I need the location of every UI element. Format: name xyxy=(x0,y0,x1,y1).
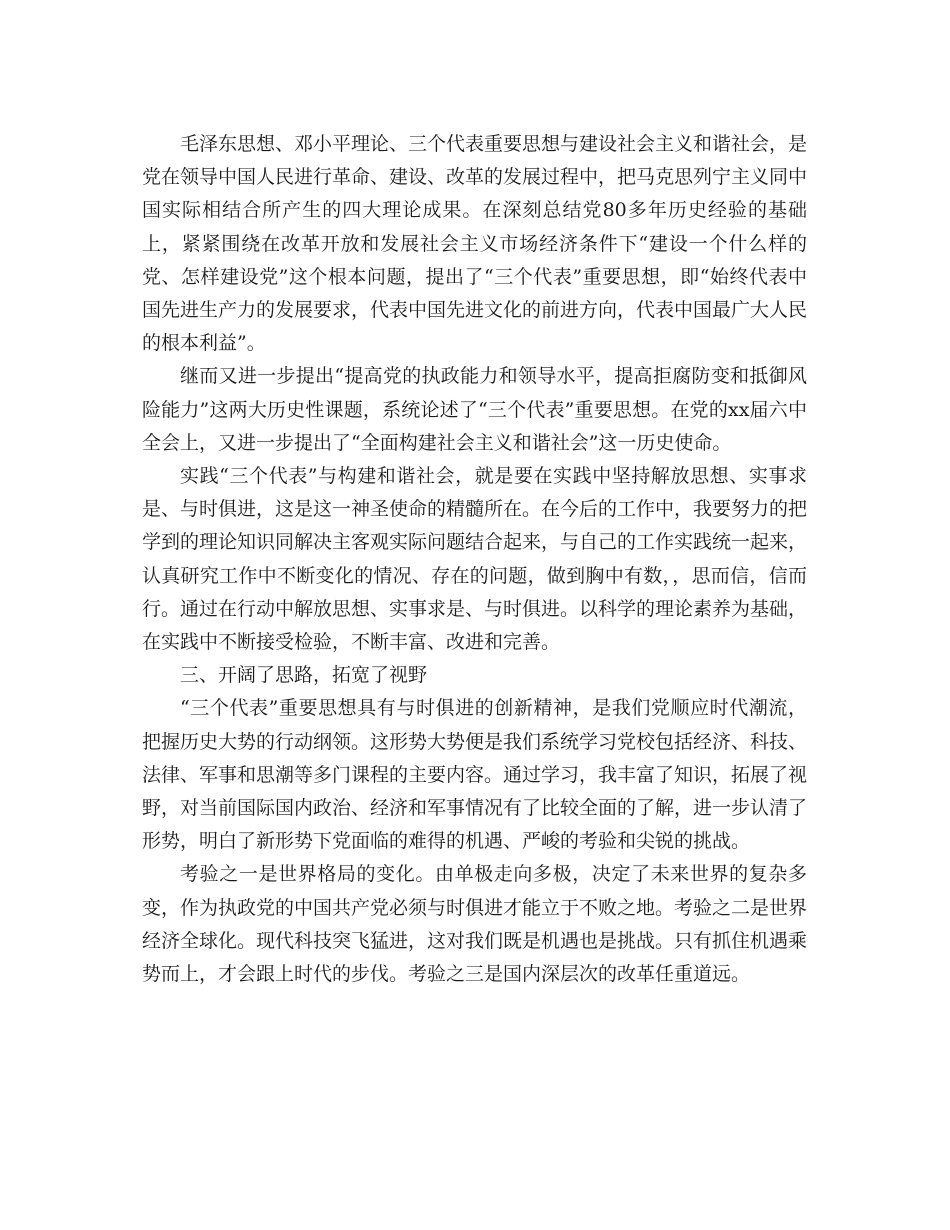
section-heading: 三、开阔了思路，拓宽了视野 xyxy=(180,664,428,687)
paragraph-2: 继而又进一步提出“提高党的执政能力和领导水平，提高拒腐防变和抵御风险能力”这两大历史性课题，系统论述了“三个代表”重要思想。在党的xx届六中全会上，又进一步提出了“全面构建社会主义和谐社会”这一历史使命。 xyxy=(142,365,807,454)
paragraph-3: 实践“三个代表”与构建和谐社会，就是要在实践中坚持解放思想、实事求是、与时俱进，这是这一神圣使命的精髓所在。在今后的工作中，我要努力的把学到的理论知识同解决主客观实际问题结合起来，与自己的工作实践统一起来，认真研究工作中不断变化的情况、存在的问题，做到胸中有数，，思而信，信而行。通过在行动中解放思想、实事求是、与时俱进。以科学的理论素养为基础，在实践中不断接受检验，不断丰富、改进和完善。 xyxy=(142,465,808,654)
document-body xyxy=(142,128,807,991)
paragraph-4: “三个代表”重要思想具有与时俱进的创新精神，是我们党顺应时代潮流，把握历史大势的行动纲领。这形势大势便是我们系统学习党校包括经济、科技、法律、军事和思潮等多门课程的主要内容。通过学习，我丰富了知识，拓展了视野，对当前国际国内政治、经济和军事情况有了比较全面的了解，进一步认清了形势，明白了新形势下党面临的难得的机遇、严峻的考验和尖锐的挑战。 xyxy=(142,697,808,853)
paragraph-5: 考验之一是世界格局的变化。由单极走向多极，决定了未来世界的复杂多变，作为执政党的中国共产党必须与时俱进才能立于不败之地。考验之二是世界经济全球化。现代科技突飞猛进，这对我们既是机遇也是挑战。只有抓住机遇乘势而上，才会跟上时代的步伐。考验之三是国内深层次的改革任重道远。 xyxy=(142,863,808,986)
paragraph-1: 毛泽东思想、邓小平理论、三个代表重要思想与建设社会主义和谐社会，是党在领导中国人民进行革命、建设、改革的发展过程中，把马克思列宁主义同中国实际相结合所产生的四大理论成果。在深刻总结党80多年历史经验的基础上，紧紧围绕在改革开放和发展社会主义市场经济条件下“建设一个什么样的党、怎样建设党”这个根本问题，提出了“三个代表”重要思想，即“始终代表中国先进生产力的发展要求，代表中国先进文化的前进方向，代表中国最广大人民的根本利益”。 xyxy=(142,133,808,355)
